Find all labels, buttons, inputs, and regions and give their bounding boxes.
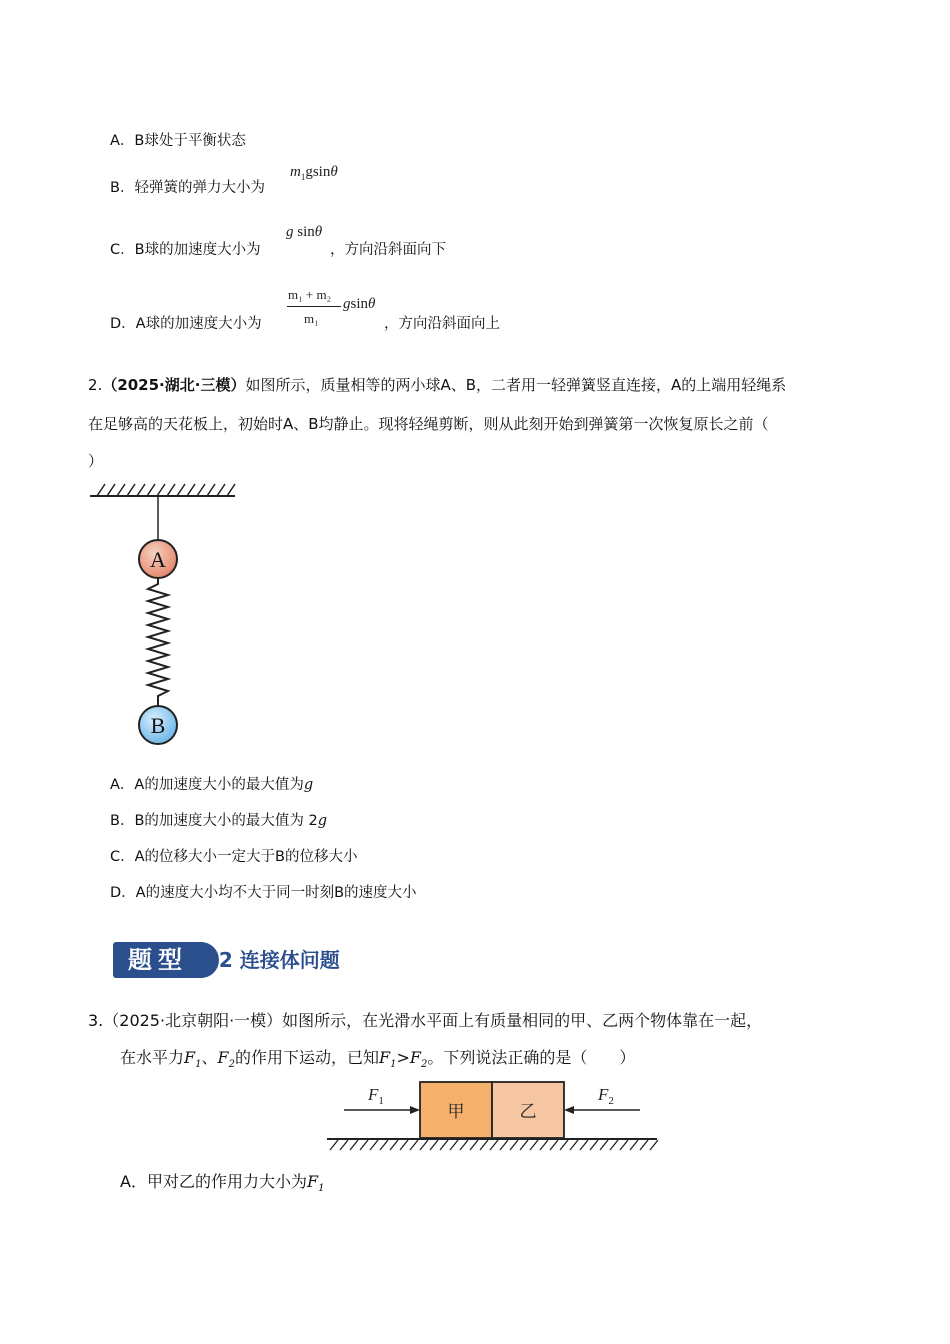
q1-option-a: A．B球处于平衡状态 [110, 133, 246, 149]
q2-option-c: C．A的位移大小一定大于B的位移大小 [110, 849, 358, 865]
q1-option-d-fraction-bar [287, 306, 341, 307]
q2-stem-line1: 2.（2025·湖北·三模）如图所示，质量相等的两小球A、B，二者用一轻弹簧竖直连接，A的上端用轻绳系 [88, 376, 787, 394]
q1-option-d-denominator: m₁ [304, 311, 319, 326]
block-yi [492, 1082, 564, 1138]
section-tag: 题型 [113, 942, 203, 978]
q1-option-d: D．A球的加速度大小为 [110, 316, 262, 332]
q3-stem-line1: 3.（2025·北京朝阳·一模）如图所示，在光滑水平面上有质量相同的甲、乙两个物体靠在一起， [88, 1011, 763, 1030]
section-title: 02 连接体问题 [205, 948, 340, 972]
q2-option-b: B．B的加速度大小的最大值为 2g [110, 813, 328, 829]
q2-stem-line3: ） [88, 452, 104, 470]
ball-b-label: B [150, 713, 166, 738]
q1-option-d-tail: ，方向沿斜面向上 [384, 316, 500, 332]
q2-option-d: D．A的速度大小均不大于同一时刻B的速度大小 [110, 885, 417, 901]
force-f1-label: $F_1$ [368, 1085, 384, 1107]
q3-stem-line2: 在水平力$F_1$、$F_2$的作用下运动，已知$F_1>F_2$。下列说法正确的是（ ） [120, 1048, 636, 1071]
force-f2-arrow [564, 1106, 640, 1114]
q2-stem-line2: 在足够高的天花板上，初始时A、B均静止。现将轻绳剪断，则从此刻开始到弹簧第一次恢复原长之前（ [88, 415, 769, 433]
spring-balls-figure [85, 478, 245, 748]
q1-option-d-numerator: m₁ + m₂ [288, 287, 332, 302]
force-f1-arrow [344, 1106, 420, 1114]
ball-a-label: A [150, 547, 166, 572]
q1-option-c: C．B球的加速度大小为 [110, 242, 261, 258]
ball-a [139, 540, 177, 578]
blocks-figure [322, 1080, 662, 1152]
q1-option-b: B．轻弹簧的弹力大小为 [110, 180, 265, 196]
block-jia [420, 1082, 492, 1138]
ground [327, 1139, 658, 1150]
block-yi-label: 乙 [519, 1102, 537, 1122]
spring [148, 578, 168, 707]
block-jia-label: 甲 [447, 1102, 465, 1122]
q3-option-a: A．甲对乙的作用力大小为$F_1$ [120, 1172, 325, 1195]
ceiling [90, 484, 235, 496]
q2-option-a: A．A的加速度大小的最大值为g [110, 777, 314, 793]
force-f2-label: $F_2$ [598, 1085, 614, 1107]
q1-option-c-formula: g sinθ [286, 224, 323, 240]
q1-option-d-gsin: gsinθ [343, 296, 376, 312]
q1-option-b-formula: $m_1gsin\theta$ [290, 164, 338, 182]
ball-b [139, 706, 177, 744]
q1-option-c-tail: ，方向沿斜面向下 [330, 242, 446, 258]
